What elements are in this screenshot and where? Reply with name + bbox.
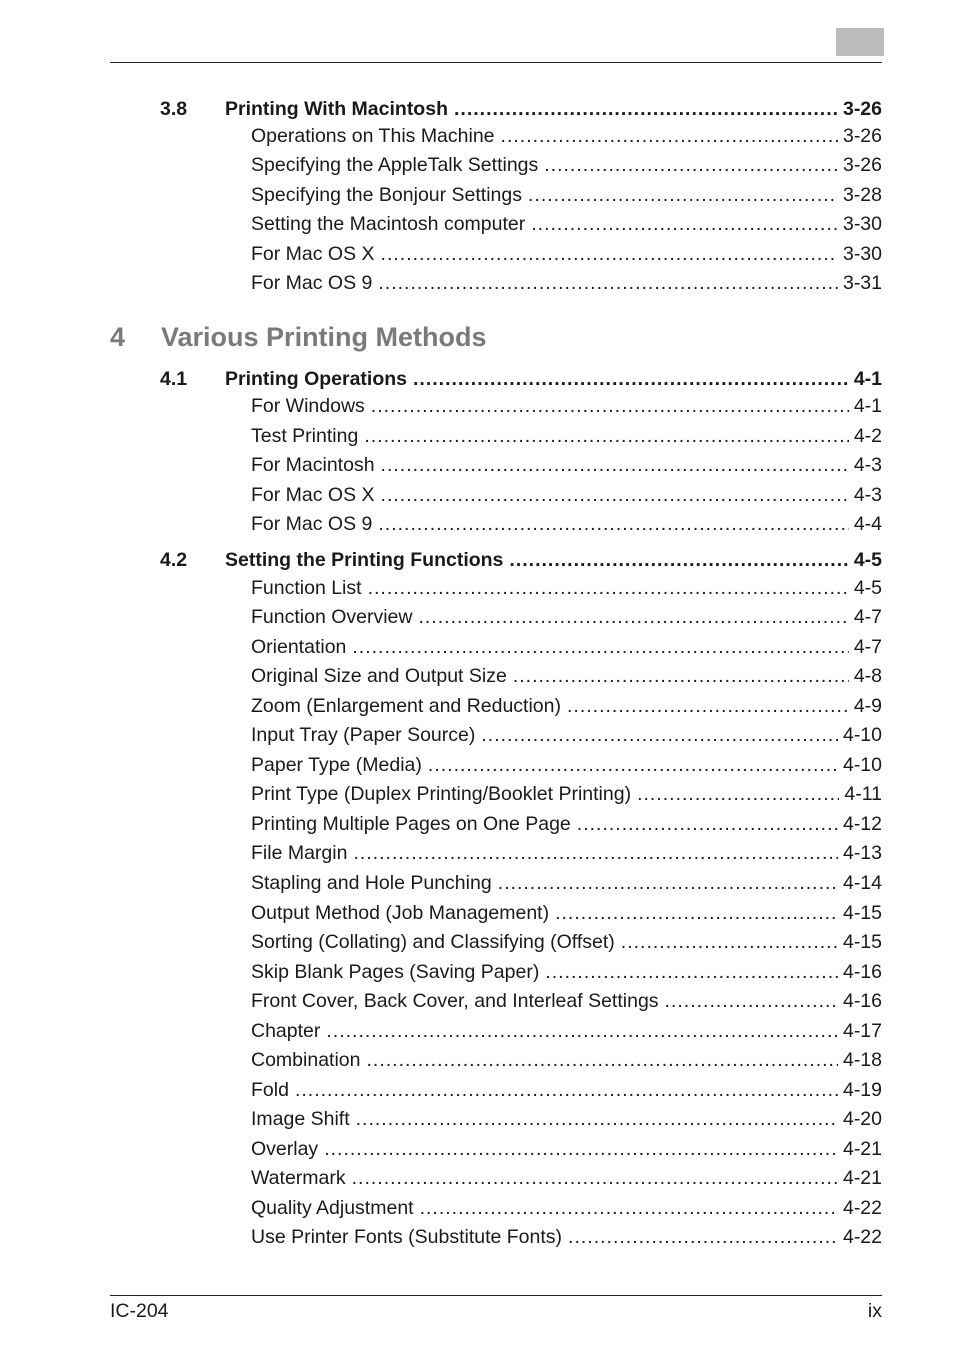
entry-page: 4-1 [853,395,882,417]
entry-page: 4-9 [853,695,882,717]
dot-leader [531,212,838,236]
dot-leader [378,271,838,295]
entry-title: Function List [251,577,362,599]
entry-page: 4-22 [842,1226,882,1248]
chapter-title: Various Printing Methods [161,322,487,352]
entry-page: 4-13 [842,842,882,864]
section-number: 3.8 [160,98,188,120]
dot-leader [454,97,838,121]
entry-page: 4-16 [842,961,882,983]
dot-leader [378,512,848,536]
entry-title: Print Type (Duplex Printing/Booklet Printing) [251,783,632,805]
section-page: 4-5 [853,549,882,571]
entry-title: Printing Multiple Pages on One Page [251,813,571,835]
dot-leader [637,782,839,806]
entry-title: Zoom (Enlargement and Reduction) [251,695,561,717]
entry-title: Orientation [251,636,347,658]
entry-page: 4-7 [853,636,882,658]
entry-title: Operations on This Machine [251,125,495,147]
dot-leader [371,394,849,418]
toc-entry[interactable] [251,901,882,925]
entry-title: For Windows [251,395,365,417]
dot-leader [665,989,838,1013]
entry-page: 3-26 [842,154,882,176]
entry-page: 4-10 [842,754,882,776]
toc-entry[interactable] [251,124,882,148]
entry-title: Original Size and Output Size [251,665,507,687]
entry-page: 4-18 [842,1049,882,1071]
toc-entry[interactable] [251,782,882,806]
dot-leader [621,930,838,954]
dot-leader [381,483,849,507]
entry-title: For Mac OS 9 [251,513,373,535]
entry-title: For Mac OS 9 [251,272,373,294]
entry-title: For Mac OS X [251,484,375,506]
entry-page: 4-11 [844,783,882,805]
section-page: 4-1 [853,368,882,390]
chapter-number: 4 [110,322,126,352]
toc-entry[interactable] [251,1196,882,1220]
entry-title: Quality Adjustment [251,1197,414,1219]
entry-title: Input Tray (Paper Source) [251,724,476,746]
entry-title: Fold [251,1079,289,1101]
entry-page: 4-3 [853,484,882,506]
dot-leader [481,723,838,747]
entry-title: Specifying the Bonjour Settings [251,184,523,206]
toc-entry[interactable] [251,841,882,865]
dot-leader [501,124,838,148]
entry-title: Overlay [251,1138,319,1160]
toc-entry[interactable] [251,424,882,448]
entry-page: 4-5 [853,577,882,599]
dot-leader [295,1078,838,1102]
entry-page: 3-30 [842,213,882,235]
dot-leader [528,183,838,207]
entry-page: 4-20 [842,1108,882,1130]
dot-leader [353,841,838,865]
entry-title: Image Shift [251,1108,350,1130]
toc-entry[interactable] [251,753,882,777]
entry-title: For Macintosh [251,454,375,476]
toc-entry[interactable] [251,1225,882,1249]
footer-model: IC-204 [110,1300,169,1322]
entry-page: 4-2 [853,425,882,447]
toc-entry[interactable] [251,635,882,659]
entry-page: 4-3 [853,454,882,476]
toc-section-4-1[interactable] [160,367,882,391]
toc-entry[interactable] [251,183,882,207]
dot-leader [428,753,838,777]
footer-page-number: ix [867,1300,882,1322]
toc-entry[interactable] [251,723,882,747]
toc-entry[interactable] [251,394,882,418]
entry-title: Setting the Macintosh computer [251,213,526,235]
dot-leader [324,1137,838,1161]
entry-title: Stapling and Hole Punching [251,872,492,894]
dot-leader [413,367,849,391]
section-title: Setting the Printing Functions [225,549,504,571]
dot-leader [364,424,849,448]
entry-title: Combination [251,1049,361,1071]
toc-entry[interactable] [251,694,882,718]
entry-page: 4-17 [842,1020,882,1042]
toc-entry[interactable] [251,576,882,600]
entry-title: Sorting (Collating) and Classifying (Offset) [251,931,615,953]
dot-leader [544,153,838,177]
dot-leader [381,453,849,477]
entry-page: 4-7 [853,606,882,628]
header-rule [110,62,882,63]
entry-page: 4-12 [842,813,882,835]
entry-title: Output Method (Job Management) [251,902,550,924]
section-page: 3-26 [842,98,882,120]
entry-page: 4-15 [842,902,882,924]
dot-leader [418,605,848,629]
section-number: 4.1 [160,368,188,390]
toc-entry[interactable] [251,605,882,629]
entry-title: For Mac OS X [251,243,375,265]
entry-page: 4-10 [842,724,882,746]
dot-leader [326,1019,838,1043]
toc-section-4-2[interactable] [160,548,882,572]
chapter-tab-marker [836,28,884,56]
toc-entry[interactable] [251,664,882,688]
dot-leader [545,960,838,984]
dot-leader [366,1048,837,1072]
entry-title: Watermark [251,1167,346,1189]
entry-page: 4-8 [853,665,882,687]
dot-leader [509,548,848,572]
entry-title: Front Cover, Back Cover, and Interleaf Settings [251,990,659,1012]
chapter-heading [110,320,487,354]
entry-page: 3-26 [842,125,882,147]
toc-entry[interactable] [251,930,882,954]
toc-entry[interactable] [251,1078,882,1102]
entry-page: 4-19 [842,1079,882,1101]
toc-entry[interactable] [251,453,882,477]
dot-leader [498,871,838,895]
entry-title: Specifying the AppleTalk Settings [251,154,539,176]
entry-page: 3-28 [842,184,882,206]
toc-entry[interactable] [251,989,882,1013]
entry-page: 4-15 [842,931,882,953]
entry-page: 4-22 [842,1197,882,1219]
entry-title: Function Overview [251,606,413,628]
entry-page: 4-4 [853,513,882,535]
toc-entry[interactable] [251,1048,882,1072]
toc-entry[interactable] [251,1107,882,1131]
entry-page: 4-14 [842,872,882,894]
dot-leader [352,635,848,659]
dot-leader [567,694,849,718]
section-title: Printing Operations [225,368,408,390]
entry-title: Use Printer Fonts (Substitute Fonts) [251,1226,563,1248]
entry-title: File Margin [251,842,348,864]
dot-leader [352,1166,838,1190]
toc-entry[interactable] [251,483,882,507]
dot-leader [356,1107,838,1131]
entry-page: 3-30 [842,243,882,265]
toc-entry[interactable] [251,960,882,984]
entry-title: Test Printing [251,425,359,447]
entry-page: 3-31 [842,272,882,294]
dot-leader [420,1196,838,1220]
toc-entry[interactable] [251,1019,882,1043]
toc-entry[interactable] [251,153,882,177]
dot-leader [577,812,838,836]
dot-leader [381,242,838,266]
entry-title: Paper Type (Media) [251,754,422,776]
footer-rule [110,1295,882,1296]
toc-section-3-8[interactable] [160,97,882,121]
toc-entry[interactable] [251,271,882,295]
section-number: 4.2 [160,549,188,571]
dot-leader [555,901,838,925]
section-title: Printing With Macintosh [225,98,448,120]
entry-page: 4-21 [842,1138,882,1160]
toc-entry[interactable] [251,1166,882,1190]
toc-entry[interactable] [251,1137,882,1161]
entry-page: 4-16 [842,990,882,1012]
toc-entry[interactable] [251,242,882,266]
toc-entry[interactable] [251,812,882,836]
entry-title: Skip Blank Pages (Saving Paper) [251,961,540,983]
entry-title: Chapter [251,1020,321,1042]
dot-leader [568,1225,838,1249]
toc-entry[interactable] [251,212,882,236]
toc-entry[interactable] [251,871,882,895]
dot-leader [513,664,849,688]
dot-leader [368,576,849,600]
toc-entry[interactable] [251,512,882,536]
entry-page: 4-21 [842,1167,882,1189]
